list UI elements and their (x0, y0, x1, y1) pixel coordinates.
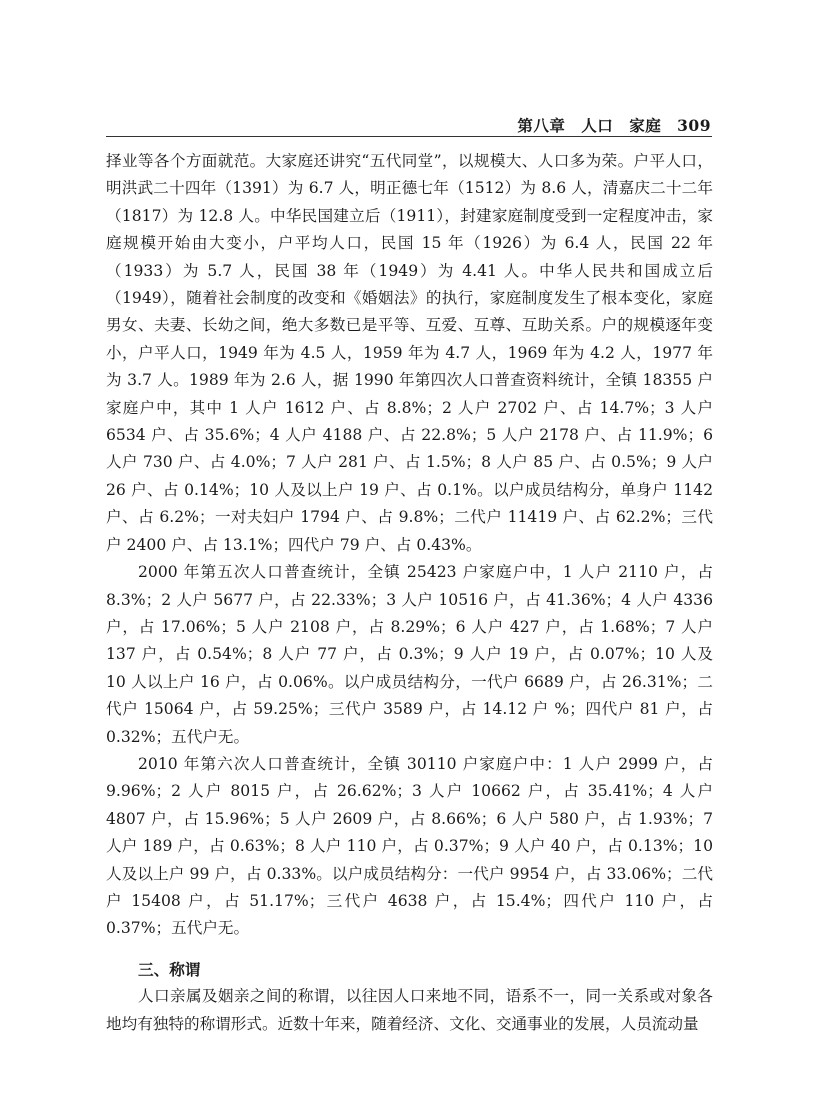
paragraph-continued: 择业等各个方面就范。大家庭还讲究“五代同堂”，以规模大、人口多为荣。户平人口，明洪武二十四年（1391）为 6.7 人，明正德七年（1512）为 8.6 人，清嘉庆二十二年（1817）为 12.8 人。中华民国建立后（1911），封建家庭制度受到一定程度冲击，家庭规模开始由大变小，户平均人口，民国 15 年（1926）为 6.4 人，民国 22 年（1933）为 5.7 人，民国 38 年（1949）为 4.41 人。中华人民共和国成立后（1949），随着社会制度的改变和《婚姻法》的执行，家庭制度发生了根本变化，家庭男女、夫妻、长幼之间，绝大多数已是平等、互爱、互尊、互助关系。户的规模逐年变小，户平人口，1949 年为 4.5 人，1959 年为 4.7 人，1969 年为 4.2 人，1977 年为 3.7 人。1989 年为 2.6 人，据 1990 年第四次人口普查资料统计，全镇 18355 户家庭户中，其中 1 人户 1612 户、占 8.8%；2 人户 2702 户、占 14.7%；3 人户 6534 户、占 35.6%；4 人户 4188 户、占 22.8%；5 人户 2178 户、占 11.9%；6 人户 730 户、占 4.0%；7 人户 281 户、占 1.5%；8 人户 85 户、占 0.5%；9 人户 26 户、占 0.14%；10 人及以上户 19 户、占 0.1%。以户成员结构分，单身户 1142 户、占 6.2%；一对夫妇户 1794 户、占 9.8%；二代户 11419 户、占 62.2%；三代户 2400 户、占 13.1%；四代户 79 户、占 0.43%。 (106, 152, 713, 554)
body-text (106, 148, 713, 1038)
subsection-label: 家庭 (629, 116, 662, 135)
chapter-label: 第八章 (517, 116, 566, 135)
page-number: 309 (677, 116, 711, 135)
section-label: 人口 (581, 116, 614, 135)
paragraph-census-2000: 2000 年第五次人口普查统计，全镇 25423 户家庭户中，1 人户 2110 户，占 8.3%；2 人户 5677 户，占 22.33%；3 人户 10516 户，占 41.36%；4 人户 4336 户，占 17.06%；5 人户 2108 户，占 8.29%；6 人户 427 户，占 1.68%；7 人户 137 户，占 0.54%；8 人户 77 户，占 0.3%；9 人户 19 户，占 0.07%；10 人及 10 人以上户 16 户，占 0.06%。以户成员结构分，一代户 6689 户，占 26.31%；二代户 15064 户，占 59.25%；三代户 3589 户，占 14.12 户 %；四代户 81 户，占 0.32%；五代户无。 (106, 563, 713, 746)
section-heading: 三、称谓 (138, 959, 201, 979)
header-rule (106, 136, 712, 137)
paragraph-kinship-terms: 人口亲属及姻亲之间的称谓，以往因人口来地不同，语系不一，同一关系或对象各地均有独特的称谓形式。近数十年来，随着经济、文化、交通事业的发展，人员流动量 (106, 987, 713, 1033)
paragraph-census-2010: 2010 年第六次人口普查统计，全镇 30110 户家庭户中：1 人户 2999 户，占 9.96%；2 人户 8015 户，占 26.62%；3 人户 10662 户，占 35.41%；4 人户 4807 户，占 15.96%；5 人户 2609 户，占 8.66%；6 人户 580 户，占 1.93%；7 人户 189 户，占 0.63%；8 人户 110 户，占 0.37%；9 人户 40 户，占 0.13%；10 人及以上户 99 户，占 0.33%。以户成员结构分：一代户 9954 户，占 33.06%；二代户 15408 户，占 51.17%；三代户 4638 户，占 15.4%；四代户 110 户，占 0.37%；五代户无。 (106, 754, 713, 938)
running-head (108, 114, 711, 136)
